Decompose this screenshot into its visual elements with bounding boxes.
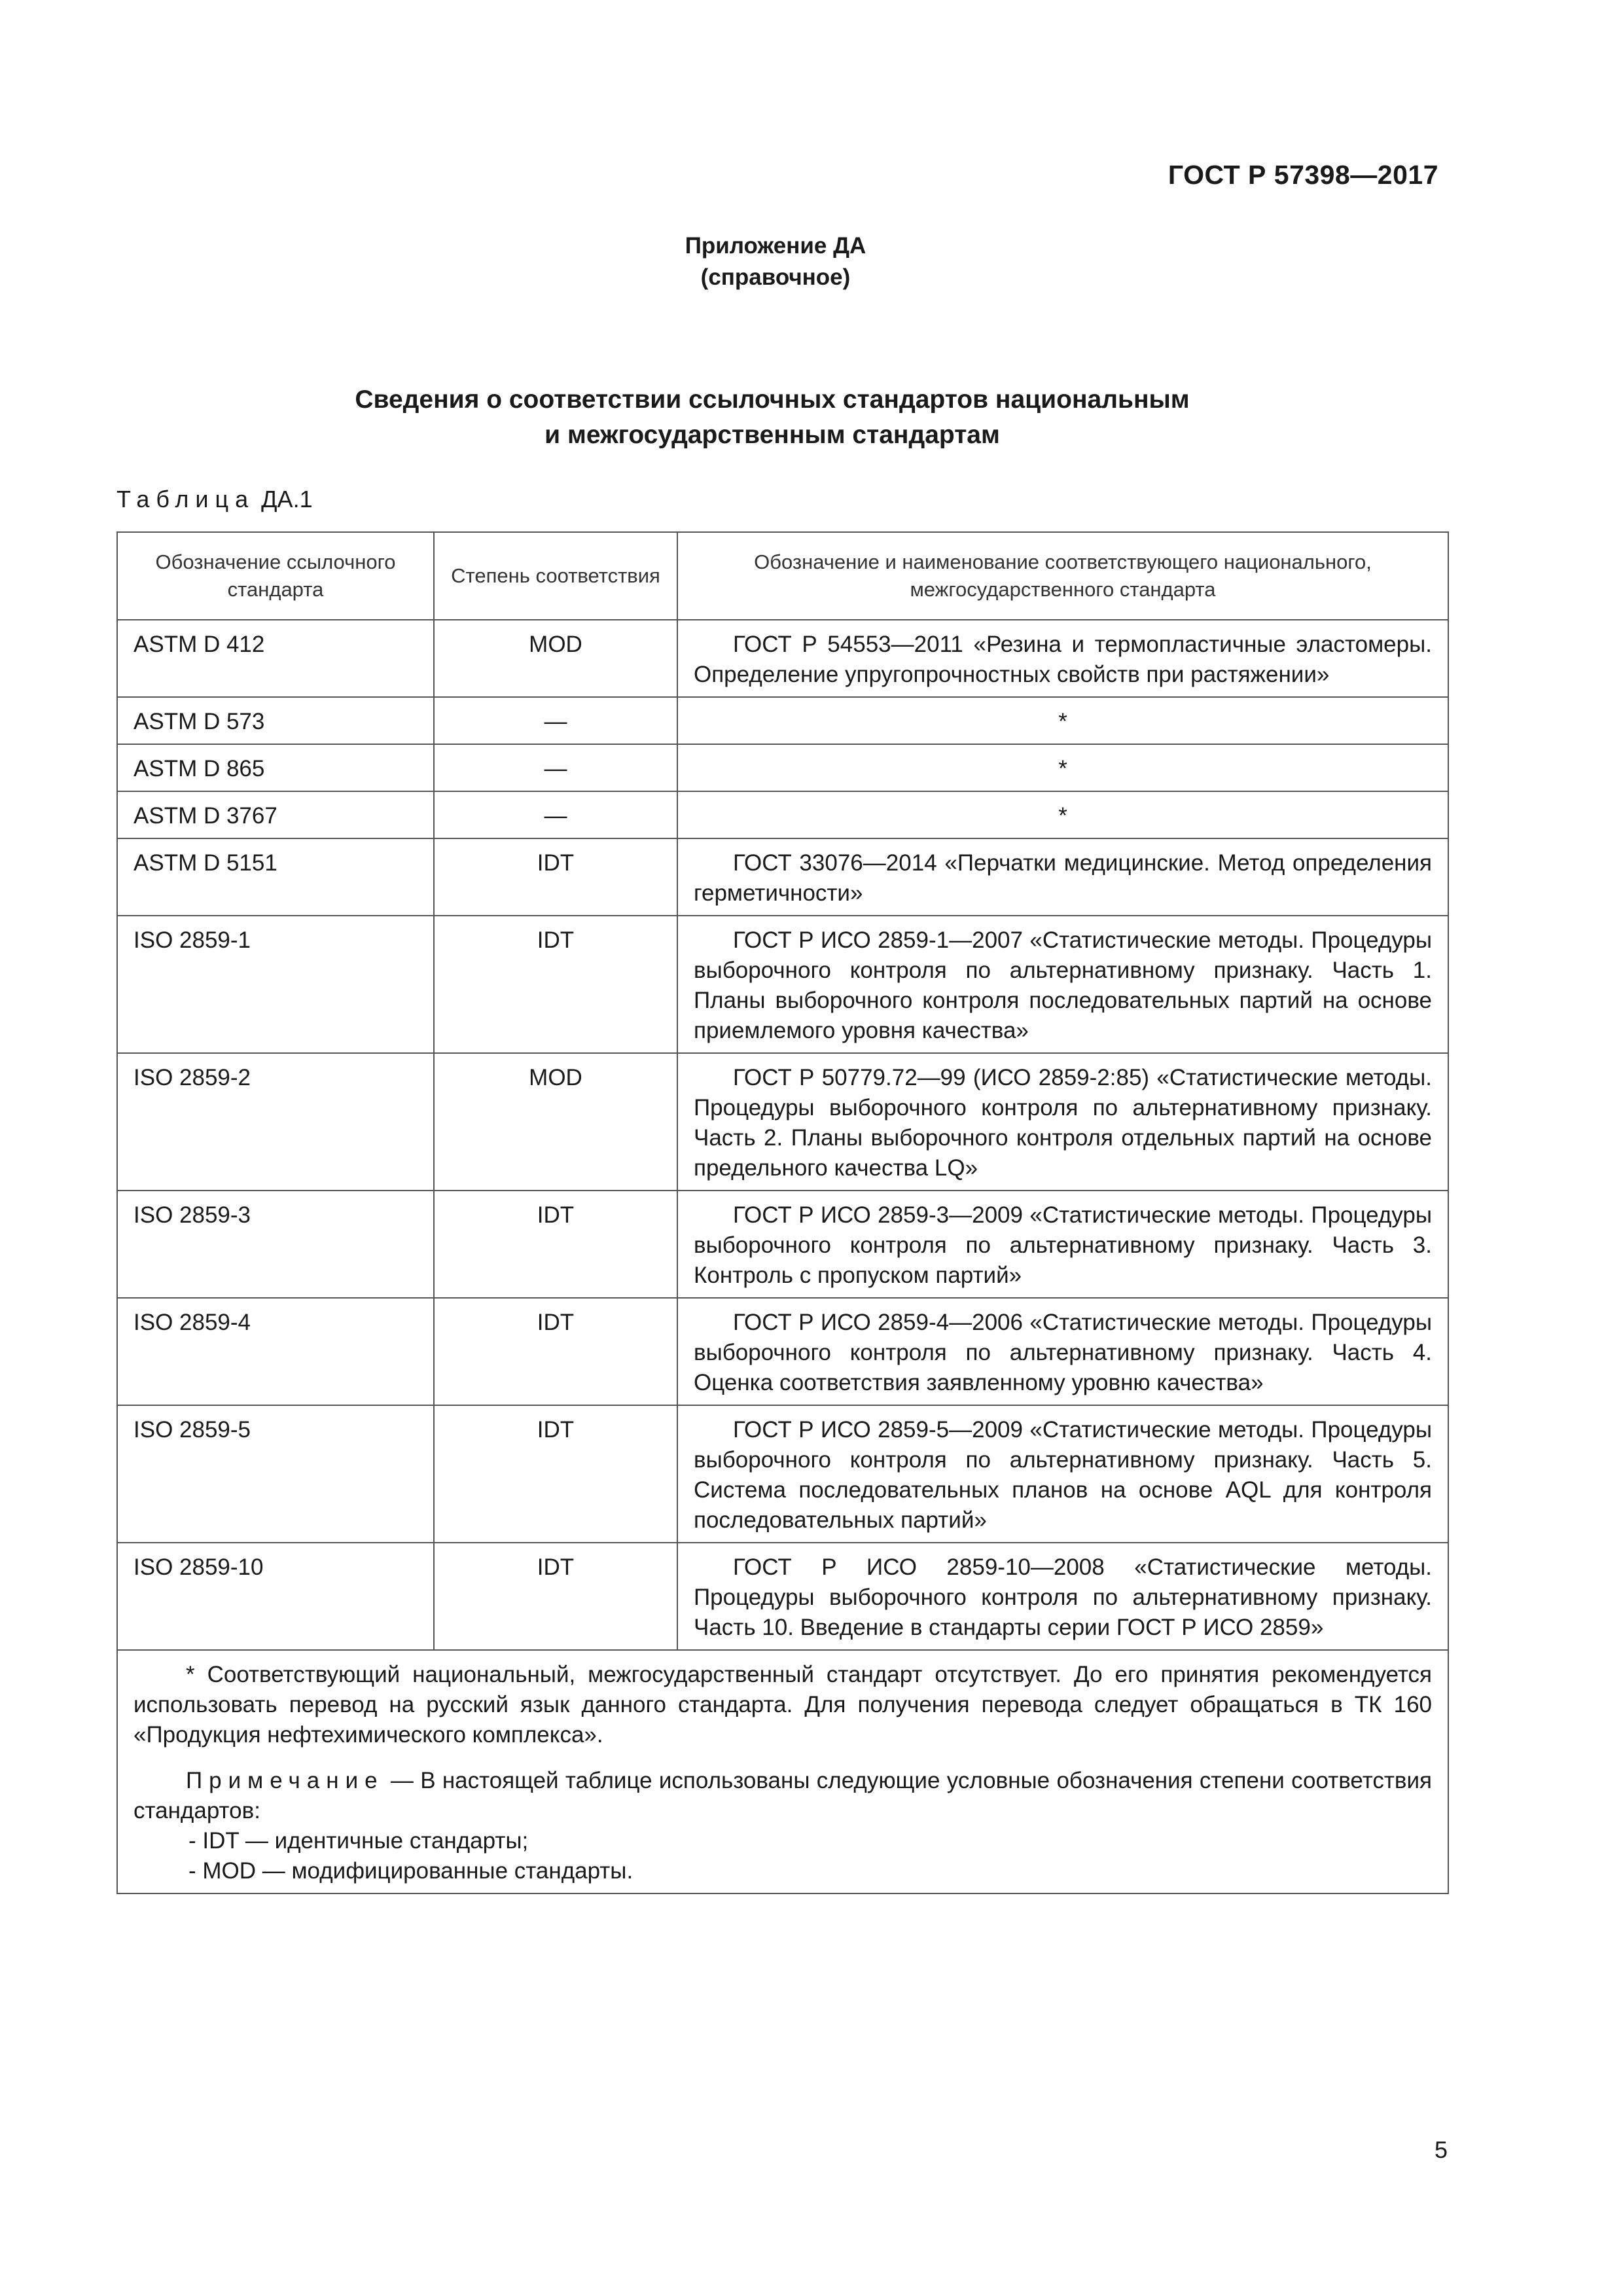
national-standard-cell: ГОСТ Р ИСО 2859-1—2007 «Статистические методы. Процедуры выборочного контроля по альтернативному признаку. Часть 1. Планы выборочного контроля последовательных партий на основе приемлемого уровня качества» [677, 916, 1448, 1053]
note-text: — В настоящей таблице использованы следующие условные обозначения степени соответствия стандартов: [134, 1768, 1432, 1823]
table-row [117, 697, 1448, 744]
table-row [117, 1191, 1448, 1298]
note-paragraph [134, 1766, 1432, 1826]
appendix-heading [0, 230, 1551, 293]
reference-standards-table [116, 531, 1449, 1894]
ref-standard-cell: ASTM D 412 [117, 620, 434, 697]
footnote-text: * Соответствующий национальный, межгосударственный стандарт отсутствует. До его принятия рекомендуется использовать перевод на русский язык данного стандарта. Для получения перевода следует обращаться в ТК 160 «Продукция нефтехимического комплекса». [134, 1662, 1432, 1748]
section-title [0, 382, 1544, 453]
table-row [117, 1405, 1448, 1543]
degree-cell: IDT [434, 1543, 677, 1650]
degree-cell: — [434, 791, 677, 838]
table-row [117, 791, 1448, 838]
note-list [134, 1826, 1432, 1886]
page-number: 5 [1434, 2136, 1448, 2163]
degree-cell: IDT [434, 1405, 677, 1543]
ref-standard-cell: ISO 2859-1 [117, 916, 434, 1053]
section-title-line-2: и межгосударственным стандартам [544, 421, 1000, 449]
degree-cell: IDT [434, 916, 677, 1053]
national-standard-cell: ГОСТ Р ИСО 2859-4—2006 «Статистические методы. Процедуры выборочного контроля по альтернативному признаку. Часть 4. Оценка соответствия заявленному уровню качества» [677, 1298, 1448, 1405]
table-header-row [117, 532, 1448, 620]
table-row [117, 744, 1448, 791]
national-standard-cell: ГОСТ Р ИСО 2859-3—2009 «Статистические методы. Процедуры выборочного контроля по альтернативному признаку. Часть 3. Контроль с пропуском партий» [677, 1191, 1448, 1298]
note-list-item: - IDT — идентичные стандарты; [188, 1828, 529, 1854]
note-label: Примечание [186, 1768, 384, 1793]
table-caption [116, 486, 313, 513]
appendix-subtitle: (справочное) [700, 264, 851, 290]
degree-cell: — [434, 744, 677, 791]
table-footnote-row [117, 1650, 1448, 1893]
national-standard-cell: ГОСТ Р 50779.72—99 (ИСО 2859-2:85) «Статистические методы. Процедуры выборочного контроля по альтернативному признаку. Часть 2. Планы выборочного контроля отдельных партий на основе предельного качества LQ» [677, 1053, 1448, 1191]
national-standard-cell: ГОСТ 33076—2014 «Перчатки медицинские. Метод определения герметичности» [677, 838, 1448, 916]
ref-standard-cell: ISO 2859-2 [117, 1053, 434, 1191]
ref-standard-cell: ISO 2859-4 [117, 1298, 434, 1405]
national-standard-cell: ГОСТ Р ИСО 2859-5—2009 «Статистические методы. Процедуры выборочного контроля по альтернативному признаку. Часть 5. Система последовательных планов на основе AQL для контроля последовательных партий» [677, 1405, 1448, 1543]
degree-cell: MOD [434, 620, 677, 697]
column-header-ref: Обозначение ссылочного стандарта [117, 532, 434, 620]
table-caption-word: Таблица [116, 486, 255, 512]
table-caption-number: ДА.1 [261, 486, 313, 512]
national-standard-cell: * [677, 744, 1448, 791]
table-row [117, 1053, 1448, 1191]
note-list-item: - MOD — модифицированные стандарты. [188, 1858, 633, 1884]
ref-standard-cell: ISO 2859-5 [117, 1405, 434, 1543]
table-row [117, 916, 1448, 1053]
degree-cell: — [434, 697, 677, 744]
ref-standard-cell: ASTM D 3767 [117, 791, 434, 838]
national-standard-cell: ГОСТ Р ИСО 2859-10—2008 «Статистические методы. Процедуры выборочного контроля по альтернативному признаку. Часть 10. Введение в стандарты серии ГОСТ Р ИСО 2859» [677, 1543, 1448, 1650]
section-title-line-1: Сведения о соответствии ссылочных стандартов национальным [355, 386, 1190, 414]
national-standard-cell: * [677, 791, 1448, 838]
ref-standard-cell: ASTM D 573 [117, 697, 434, 744]
national-standard-cell: ГОСТ Р 54553—2011 «Резина и термопластичные эластомеры. Определение упругопрочностных свойств при растяжении» [677, 620, 1448, 697]
ref-standard-cell: ASTM D 5151 [117, 838, 434, 916]
appendix-title: Приложение ДА [685, 233, 866, 259]
table-row [117, 1543, 1448, 1650]
table-footnote-cell [117, 1650, 1448, 1893]
ref-standard-cell: ASTM D 865 [117, 744, 434, 791]
table-row [117, 620, 1448, 697]
ref-standard-cell: ISO 2859-10 [117, 1543, 434, 1650]
document-code: ГОСТ Р 57398—2017 [1168, 160, 1438, 190]
column-header-national: Обозначение и наименование соответствующего национального, межгосударственного стандарта [677, 532, 1448, 620]
degree-cell: IDT [434, 838, 677, 916]
column-header-degree: Степень соответствия [434, 532, 677, 620]
degree-cell: IDT [434, 1191, 677, 1298]
ref-standard-cell: ISO 2859-3 [117, 1191, 434, 1298]
degree-cell: MOD [434, 1053, 677, 1191]
table-row [117, 1298, 1448, 1405]
table-row [117, 838, 1448, 916]
degree-cell: IDT [434, 1298, 677, 1405]
national-standard-cell: * [677, 697, 1448, 744]
